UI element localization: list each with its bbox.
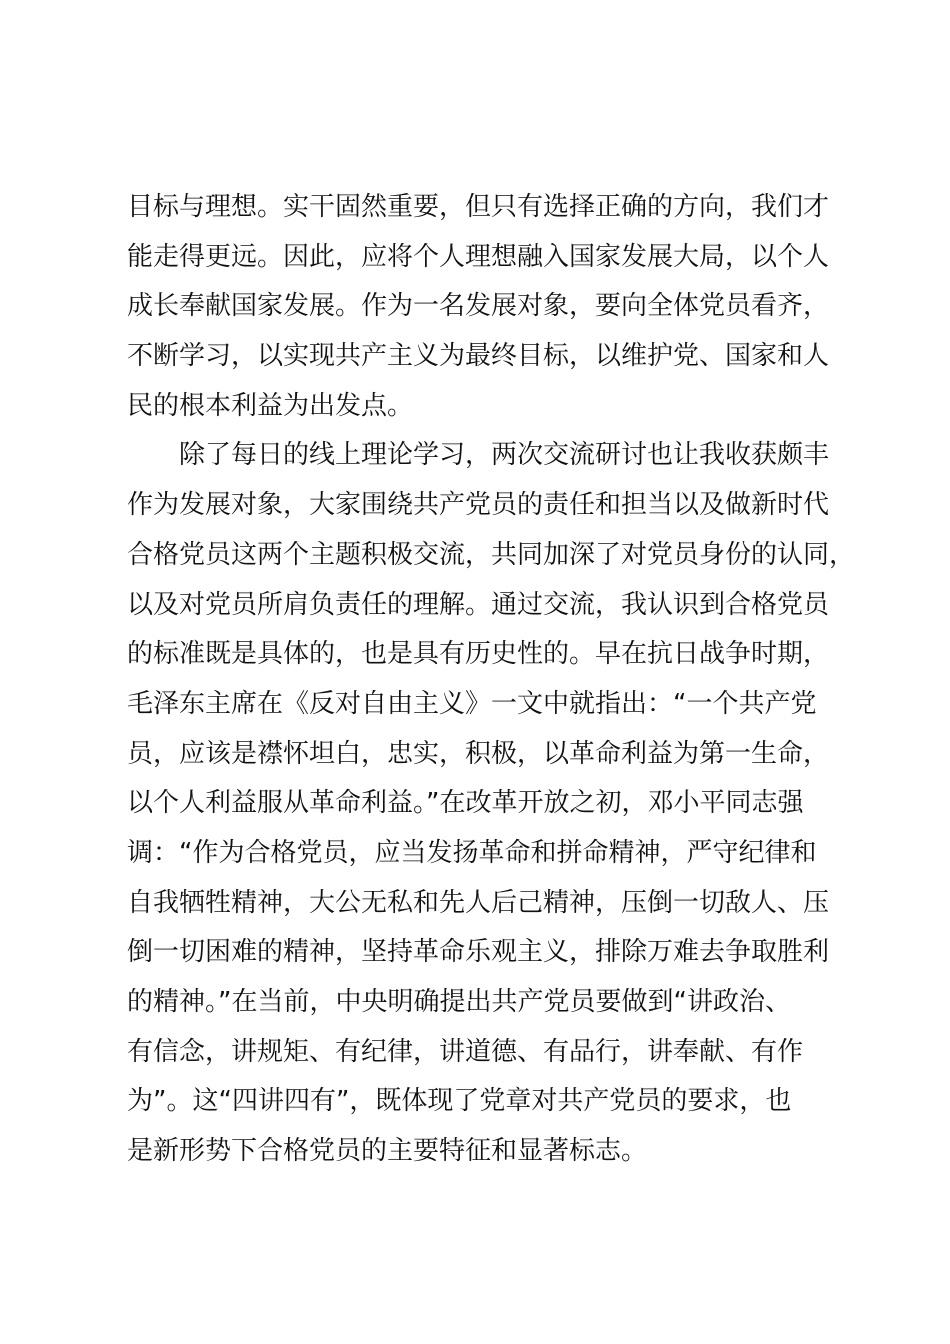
text-line: 以个人利益服从革命利益。”在改革开放之初，邓小平同志强 [127,788,804,819]
text-line: 成长奉献国家发展。作为一名发展对象，要向全体党员看齐， [127,291,830,322]
text-line: 为”。这“四讲四有”，既体现了党章对共产党员的要求，也 [127,1086,792,1117]
text-line: 员，应该是襟怀坦白，忠实，积极，以革命利益为第一生命， [127,738,830,769]
text-line: 有信念，讲规矩、有纪律，讲道德、有品行，讲奉献、有作 [127,1036,804,1067]
text-line: 毛泽东主席在《反对自由主义》一文中就指出：“一个共产党 [127,688,817,719]
text-line: 倒一切困难的精神，坚持革命乐观主义，排除万难去争取胜利 [127,937,830,968]
text-line: 除了每日的线上理论学习，两次交流研讨也让我收获颇丰 [179,440,830,471]
text-line: 的精神。”在当前，中央明确提出共产党员要做到“讲政治、 [127,987,791,1017]
text-line: 民的根本利益为出发点。 [127,390,414,421]
paragraph-2 [127,431,856,1176]
text-line: 调：“作为合格党员，应当发扬革命和拼命精神，严守纪律和 [127,837,817,868]
text-line: 是新形势下合格党员的主要特征和显著标志。 [127,1136,648,1167]
text-line: 作为发展对象，大家围绕共产党员的责任和担当以及做新时代 [127,490,830,521]
text-line: 合格党员这两个主题积极交流，共同加深了对党员身份的认同， [127,539,856,570]
text-line: 的标准既是具体的，也是具有历史性的。早在抗日战争时期， [127,639,830,670]
text-line: 能走得更远。因此，应将个人理想融入国家发展大局，以个人 [127,241,830,272]
text-line: 不断学习，以实现共产主义为最终目标，以维护党、国家和人 [127,341,830,372]
body-text [127,183,856,1177]
text-line: 目标与理想。实干固然重要，但只有选择正确的方向，我们才 [127,192,830,222]
paragraph-1 [127,183,847,431]
text-line: 自我牺牲精神，大公无私和先人后己精神，压倒一切敌人、压 [127,887,830,918]
text-line: 以及对党员所肩负责任的理解。通过交流，我认识到合格党员 [127,589,830,620]
